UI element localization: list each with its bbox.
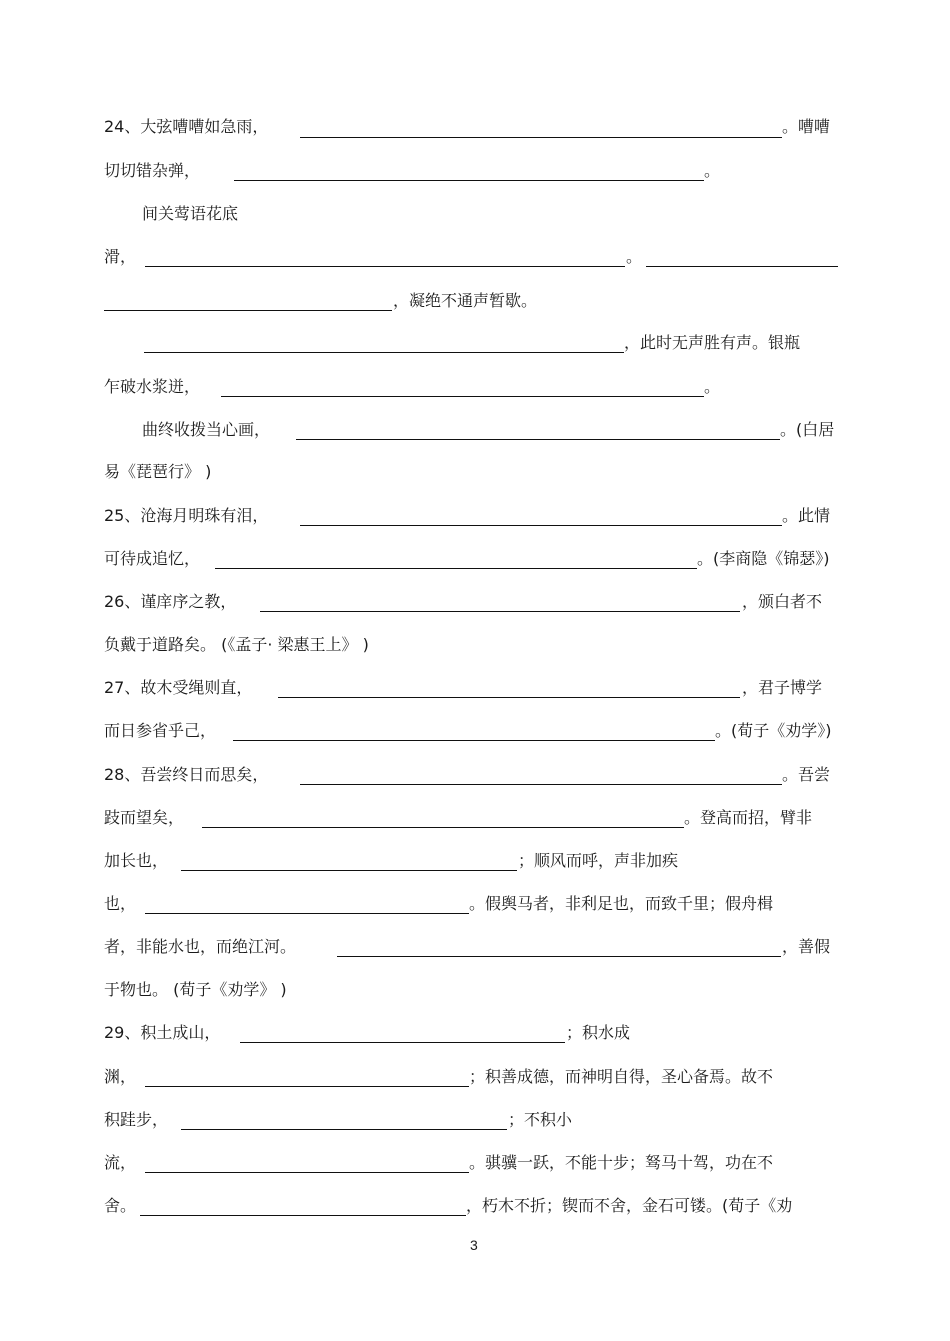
answer-blank[interactable]	[278, 697, 740, 698]
q28-text-1-tail: 。吾尝	[782, 765, 831, 784]
q24-text-4: 滑，	[104, 247, 137, 266]
answer-blank[interactable]	[296, 439, 780, 440]
q27-text-2-tail: 。(荀子《劝学》)	[715, 721, 832, 740]
q29-text-4: 流，	[104, 1153, 137, 1172]
q28-text-2-tail: 。登高而招，臂非	[684, 808, 813, 827]
answer-blank[interactable]	[140, 1215, 466, 1216]
answer-blank[interactable]	[181, 870, 517, 871]
q29-text-1-tail: ；积水成	[566, 1023, 631, 1042]
answer-blank[interactable]	[104, 310, 392, 311]
q26-text-1: 26、谨庠序之教，	[104, 592, 237, 611]
q29-text-3: 积跬步，	[104, 1110, 169, 1129]
answer-blank[interactable]	[145, 1172, 469, 1173]
q24-text-7-tail: 。	[704, 377, 721, 396]
q25-text-2: 可待成追忆，	[104, 549, 201, 568]
q29-text-2: 渊，	[104, 1067, 137, 1086]
answer-blank[interactable]	[300, 137, 782, 138]
q28-text-5-tail: ，善假	[782, 937, 831, 956]
answer-blank[interactable]	[221, 396, 704, 397]
q28-text-3-tail: ；顺风而呼，声非加疾	[518, 851, 679, 870]
q24-text-7: 乍破水浆迸，	[104, 377, 201, 396]
answer-blank[interactable]	[145, 1086, 469, 1087]
q26-source: 负戴于道路矣。 (《孟子· 梁惠王上》 )	[104, 635, 369, 654]
q29-text-5-tail: ，朽木不折；锲而不舍，金石可镂。(荀子《劝	[466, 1196, 793, 1215]
answer-blank[interactable]	[181, 1129, 507, 1130]
answer-blank[interactable]	[337, 956, 781, 957]
answer-blank[interactable]	[202, 827, 684, 828]
q27-text-2: 而日参省乎己，	[104, 721, 217, 740]
q25-text-2-tail: 。(李商隐《锦瑟》)	[697, 549, 830, 568]
q25-text-1: 25、沧海月明珠有泪，	[104, 506, 269, 525]
q29-text-5: 舍。	[104, 1196, 137, 1215]
q24-source: 易《琵琶行》 )	[104, 462, 212, 481]
q28-text-3: 加长也，	[104, 851, 169, 870]
answer-blank[interactable]	[234, 180, 704, 181]
q28-text-1: 28、吾尝终日而思矣，	[104, 765, 269, 784]
q24-text-4-tail: 。	[626, 247, 643, 266]
answer-blank[interactable]	[233, 740, 715, 741]
q24-text-8-tail: 。(白居	[780, 420, 835, 439]
answer-blank[interactable]	[300, 784, 782, 785]
page-number: 3	[470, 1237, 478, 1253]
q29-text-2-tail: ；积善成德，而神明自得，圣心备焉。故不	[469, 1067, 774, 1086]
q27-text-1: 27、故木受绳则直，	[104, 678, 253, 697]
q24-text-1-tail: 。嘈嘈	[782, 117, 831, 136]
q24-text-6-tail: ，此时无声胜有声。银瓶	[624, 333, 801, 352]
q24-text-8: 曲终收拨当心画，	[142, 420, 271, 439]
q28-text-4-tail: 。假舆马者，非利足也，而致千里；假舟楫	[469, 894, 774, 913]
q29-text-4-tail: 。骐骥一跃，不能十步；驽马十驾，功在不	[469, 1153, 774, 1172]
answer-blank[interactable]	[215, 568, 697, 569]
answer-blank[interactable]	[300, 525, 782, 526]
q28-source: 于物也。 (荀子《劝学》 )	[104, 980, 287, 999]
q29-text-1: 29、积土成山，	[104, 1023, 221, 1042]
answer-blank[interactable]	[260, 611, 740, 612]
answer-blank[interactable]	[240, 1042, 565, 1043]
q29-text-3-tail: ；不积小	[508, 1110, 573, 1129]
answer-blank[interactable]	[145, 913, 469, 914]
answer-blank[interactable]	[145, 266, 625, 267]
q24-text-3: 间关莺语花底	[142, 204, 239, 223]
q24-text-5-tail: ，凝绝不通声暂歇。	[393, 291, 538, 310]
q25-text-1-tail: 。此情	[782, 506, 831, 525]
q28-text-2: 跂而望矣，	[104, 808, 185, 827]
q24-text-1: 24、大弦嘈嘈如急雨，	[104, 117, 269, 136]
q27-text-1-tail: ，君子博学	[742, 678, 823, 697]
q28-text-5: 者，非能水也，而绝江河。	[104, 937, 297, 956]
q26-text-1-tail: ，颁白者不	[742, 592, 823, 611]
answer-blank[interactable]	[646, 266, 838, 267]
answer-blank[interactable]	[144, 352, 624, 353]
q24-text-2: 切切错杂弹，	[104, 161, 201, 180]
q28-text-4: 也，	[104, 894, 137, 913]
q24-text-2-tail: 。	[704, 161, 721, 180]
